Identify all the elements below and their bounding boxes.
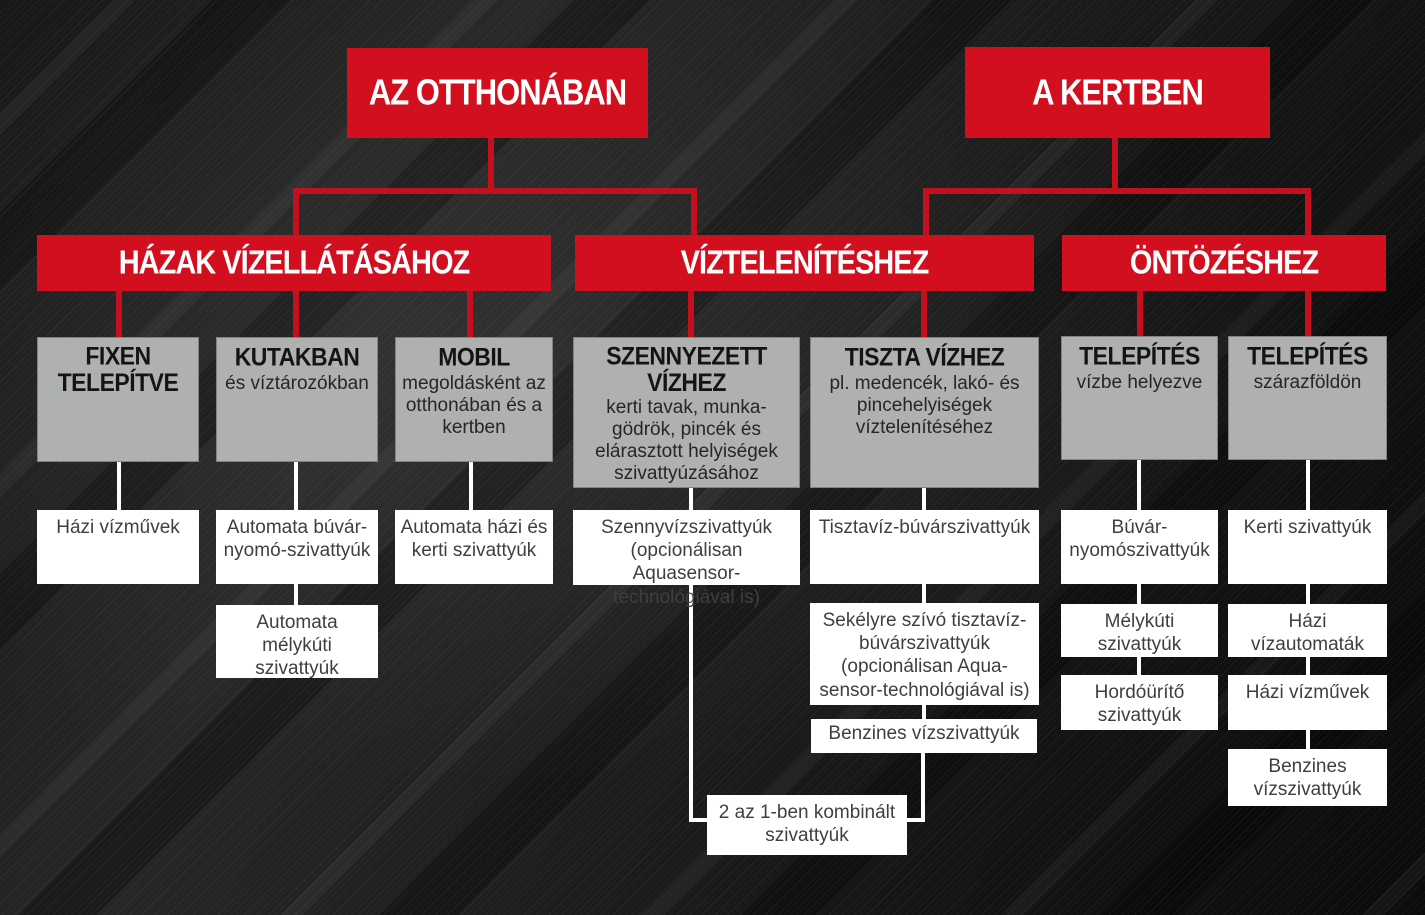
product-auto-deep-well xyxy=(216,605,378,678)
product-auto-submersible-pressure-label: Automata búvár-nyomó-szivattyúk xyxy=(223,517,371,562)
node-house-water-supply xyxy=(37,235,551,291)
node-mobile-title: MOBIL xyxy=(438,342,510,372)
product-deep-well-label: Mélykúti szivattyúk xyxy=(1097,611,1182,656)
node-fixed-installed-title: FIXEN TELEPÍTVE xyxy=(57,341,179,397)
connector-clean-products xyxy=(922,488,926,510)
connector-garden-stem xyxy=(1112,137,1118,191)
product-garden-pumps xyxy=(1228,510,1387,584)
node-dewatering-label: VÍZTELENÍTÉSHEZ xyxy=(680,243,929,281)
product-home-water-automats xyxy=(1228,604,1387,657)
node-clean-water xyxy=(810,337,1039,488)
node-install-dry-title: TELEPÍTÉS xyxy=(1247,341,1368,371)
connector-stub-dirty xyxy=(688,291,694,338)
connector-submerged-row2 xyxy=(1137,584,1141,604)
node-home xyxy=(347,48,648,138)
node-wells xyxy=(216,337,378,462)
product-sewage-pumps xyxy=(573,510,800,608)
product-home-waterworks-right xyxy=(1228,675,1387,730)
node-irrigation xyxy=(1062,235,1386,291)
connector-home-drop-left xyxy=(293,192,299,236)
node-clean-water-subtitle: pl. medencék, lakó- és pincehelyiségek víztelenítéséhez xyxy=(829,372,1020,438)
connector-stub-clean xyxy=(921,291,927,338)
connector-dry-row2 xyxy=(1306,584,1310,604)
product-petrol-pumps-mid-label: Benzines vízszivattyúk xyxy=(828,723,1020,744)
connector-mobile-products xyxy=(469,462,473,510)
product-home-waterworks-label: Házi vízművek xyxy=(56,517,180,538)
product-shallow-clean-submersible xyxy=(810,603,1039,705)
connector-stub-submerged xyxy=(1137,291,1143,337)
node-install-dry xyxy=(1228,336,1387,460)
connector-stub-wells xyxy=(293,291,299,338)
connector-dry-row4 xyxy=(1306,730,1310,749)
node-mobile xyxy=(395,337,553,462)
connector-home-bracket xyxy=(293,188,697,194)
connector-clean-row2 xyxy=(922,584,926,603)
node-dirty-water xyxy=(573,337,800,488)
product-barrel-emptying xyxy=(1061,675,1218,730)
product-auto-deep-well-label: Automata mélykúti szivattyúk xyxy=(255,612,339,680)
connector-combined-left-vertical xyxy=(689,584,693,822)
connector-clean-row3 xyxy=(922,705,926,719)
connector-wells-products xyxy=(294,462,298,510)
node-house-water-supply-label: HÁZAK VÍZELLÁTÁSÁHOZ xyxy=(118,243,470,281)
product-deep-well xyxy=(1061,604,1218,657)
product-home-waterworks-right-label: Házi vízművek xyxy=(1245,682,1370,703)
product-submersible-pressure xyxy=(1061,510,1218,584)
product-petrol-pumps-right xyxy=(1228,749,1387,806)
connector-submerged-row3 xyxy=(1137,657,1141,675)
node-install-dry-subtitle: szárazföldön xyxy=(1253,371,1362,393)
product-clean-submersible xyxy=(810,510,1039,584)
node-clean-water-title: TISZTA VÍZHEZ xyxy=(844,342,1005,372)
connector-dirty-products xyxy=(689,488,693,510)
connector-dry-products xyxy=(1306,460,1310,510)
node-dirty-water-subtitle: kerti tavak, munka-gödrök, pincék és elárasztott helyiségek szivattyúzásához xyxy=(595,396,778,484)
connector-garden-drop-left xyxy=(923,192,929,236)
node-install-submerged-title: TELEPÍTÉS xyxy=(1079,341,1200,371)
connector-home-stem xyxy=(488,137,494,191)
connector-submerged-products xyxy=(1137,460,1141,510)
product-home-waterworks xyxy=(37,510,199,584)
node-mobile-subtitle: megoldásként az otthonában és a kertben xyxy=(402,372,546,438)
node-install-submerged-subtitle: vízbe helyezve xyxy=(1076,371,1203,393)
product-combined-2in1 xyxy=(707,795,907,855)
node-garden-label: A KERTBEN xyxy=(1032,71,1203,113)
product-shallow-clean-submersible-label: Sekélyre szívó tisztavíz-búvárszivattyúk (opcionálisan Aqua-sensor-technológiával is) xyxy=(819,610,1030,701)
product-auto-submersible-pressure xyxy=(216,510,378,584)
node-wells-title: KUTAKBAN xyxy=(234,342,360,372)
product-petrol-pumps-mid xyxy=(811,719,1037,753)
node-home-label: AZ OTTHONÁBAN xyxy=(368,72,627,113)
connector-fixed-products xyxy=(117,462,121,510)
connector-home-drop-right xyxy=(691,192,697,236)
node-dewatering xyxy=(575,235,1034,291)
connector-garden-bracket xyxy=(923,188,1311,194)
connector-garden-drop-right xyxy=(1305,192,1311,236)
connector-stub-dry xyxy=(1305,291,1311,337)
connector-dry-row3 xyxy=(1306,657,1310,675)
node-wells-subtitle: és víztározókban xyxy=(225,372,369,394)
node-irrigation-label: ÖNTÖZÉSHEZ xyxy=(1129,243,1319,281)
product-garden-pumps-label: Kerti szivattyúk xyxy=(1243,517,1372,538)
node-fixed-installed xyxy=(37,337,199,462)
connector-stub-mobile xyxy=(467,291,473,338)
product-combined-2in1-label: 2 az 1-ben kombinált szivattyúk xyxy=(718,802,896,847)
product-home-water-automats-label: Házi vízautomaták xyxy=(1251,611,1364,656)
product-sewage-pumps-label: Szennyvízszivattyúk (opcionálisan Aquasensor-technológiával is) xyxy=(600,517,773,608)
product-auto-home-garden-label: Automata házi és kerti szivattyúk xyxy=(400,517,548,562)
product-clean-submersible-label: Tisztavíz-búvárszivattyúk xyxy=(818,517,1031,538)
node-dirty-water-title: SZENNYEZETT VÍZHEZ xyxy=(606,341,767,397)
connector-combined-right-vertical xyxy=(921,753,925,822)
node-garden xyxy=(965,47,1270,138)
connector-wells-row2 xyxy=(294,584,298,605)
product-submersible-pressure-label: Búvár-nyomószivattyúk xyxy=(1069,517,1210,562)
connector-combined-right-horizontal xyxy=(904,818,925,822)
product-barrel-emptying-label: Hordóürítő szivattyúk xyxy=(1094,682,1185,727)
product-auto-home-garden xyxy=(395,510,553,584)
node-install-submerged xyxy=(1061,336,1218,460)
product-petrol-pumps-right-label: Benzines vízszivattyúk xyxy=(1253,756,1362,801)
connector-stub-fixed xyxy=(116,291,122,338)
